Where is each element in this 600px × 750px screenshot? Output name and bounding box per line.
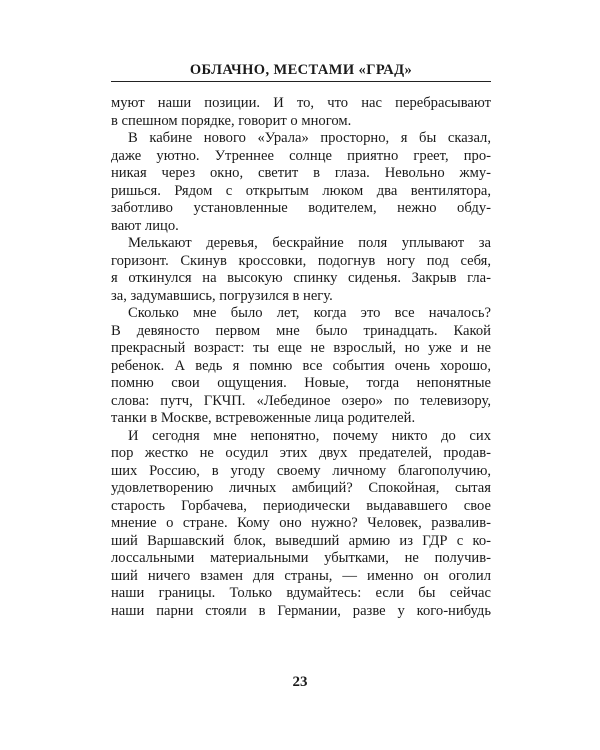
text-line: прекрасный возраст: ты еще не взрослый, но уже и не [111,340,491,356]
text-line: наши границы. Только вдумайтесь: если бы сейчас [111,585,491,601]
text-line: И сегодня мне непонятно, почему никто до сих [128,427,491,444]
text-line: ришься. Рядом с открытым люком два вентилятора, [111,182,491,199]
text-line: наши парни стояли в Германии, разве у кого-нибудь [111,602,491,619]
text-line: я откинулся на высокую спинку сиденья. Закрыв гла- [111,270,491,286]
text-line: в спешном порядке, говорит о многом. [111,112,352,129]
header-rule [111,81,491,82]
text-line: муют наши позиции. И то, что нас перебрасывают [111,95,491,111]
text-line: никая через окно, светит в глаза. Невольно жму- [111,165,491,181]
body-text [111,95,491,620]
text-line: старость Горбачева, периодически выдававшего свое [111,497,491,514]
running-header: ОБЛАЧНО, МЕСТАМИ «ГРАД» [189,62,413,78]
text-line: вают лицо. [111,217,179,234]
text-line: ший ничего взамен для страны, — именно он оголил [111,567,491,584]
text-line: удовлетворению личных амбиций? Спокойная, сытая [111,480,491,496]
text-line: слова: путч, ГКЧП. «Лебединое озеро» по телевизору, [111,392,491,409]
paragraph [111,428,491,621]
text-line: помню свои ощущения. Новые, тогда непонятные [111,375,491,391]
text-line: В кабине нового «Урала» просторно, я бы сказал, [128,130,491,146]
text-line: за, задумавшись, погрузился в негу. [111,287,333,304]
text-line: Мелькают деревья, бескрайние поля уплывают за [128,235,491,251]
text-line: танки в Москве, встревоженные лица родителей. [111,410,416,426]
text-line: Сколько мне было лет, когда это все началось? [128,305,491,321]
text-line: ребенок. А ведь я помню все события очень хорошо, [111,357,491,374]
paragraph [111,130,491,235]
text-line: лоссальными материальными убытками, не получив- [111,550,491,566]
text-line: пор жестко не осудил этих двух предателей, продав- [111,445,491,461]
paragraph [111,235,491,305]
text-line: ших Россию, в угоду своему личному благополучию, [111,462,491,479]
text-line: заботливо установленные водителем, нежно обду- [111,200,491,216]
text-line: даже уютно. Утреннее солнце приятно греет, про- [111,147,491,164]
text-line: горизонт. Скинув кроссовки, подогнув ногу под себя, [111,252,491,269]
paragraph [111,95,491,130]
paragraph [111,305,491,428]
text-line: мнение о стране. Кому оно нужно? Человек, развалив- [111,515,491,531]
page-number: 23 [292,674,308,690]
text-line: ший Варшавский блок, выведший армию из ГДР с ко- [111,532,491,549]
text-line: В девяносто первом мне было тринадцать. Какой [111,322,491,339]
